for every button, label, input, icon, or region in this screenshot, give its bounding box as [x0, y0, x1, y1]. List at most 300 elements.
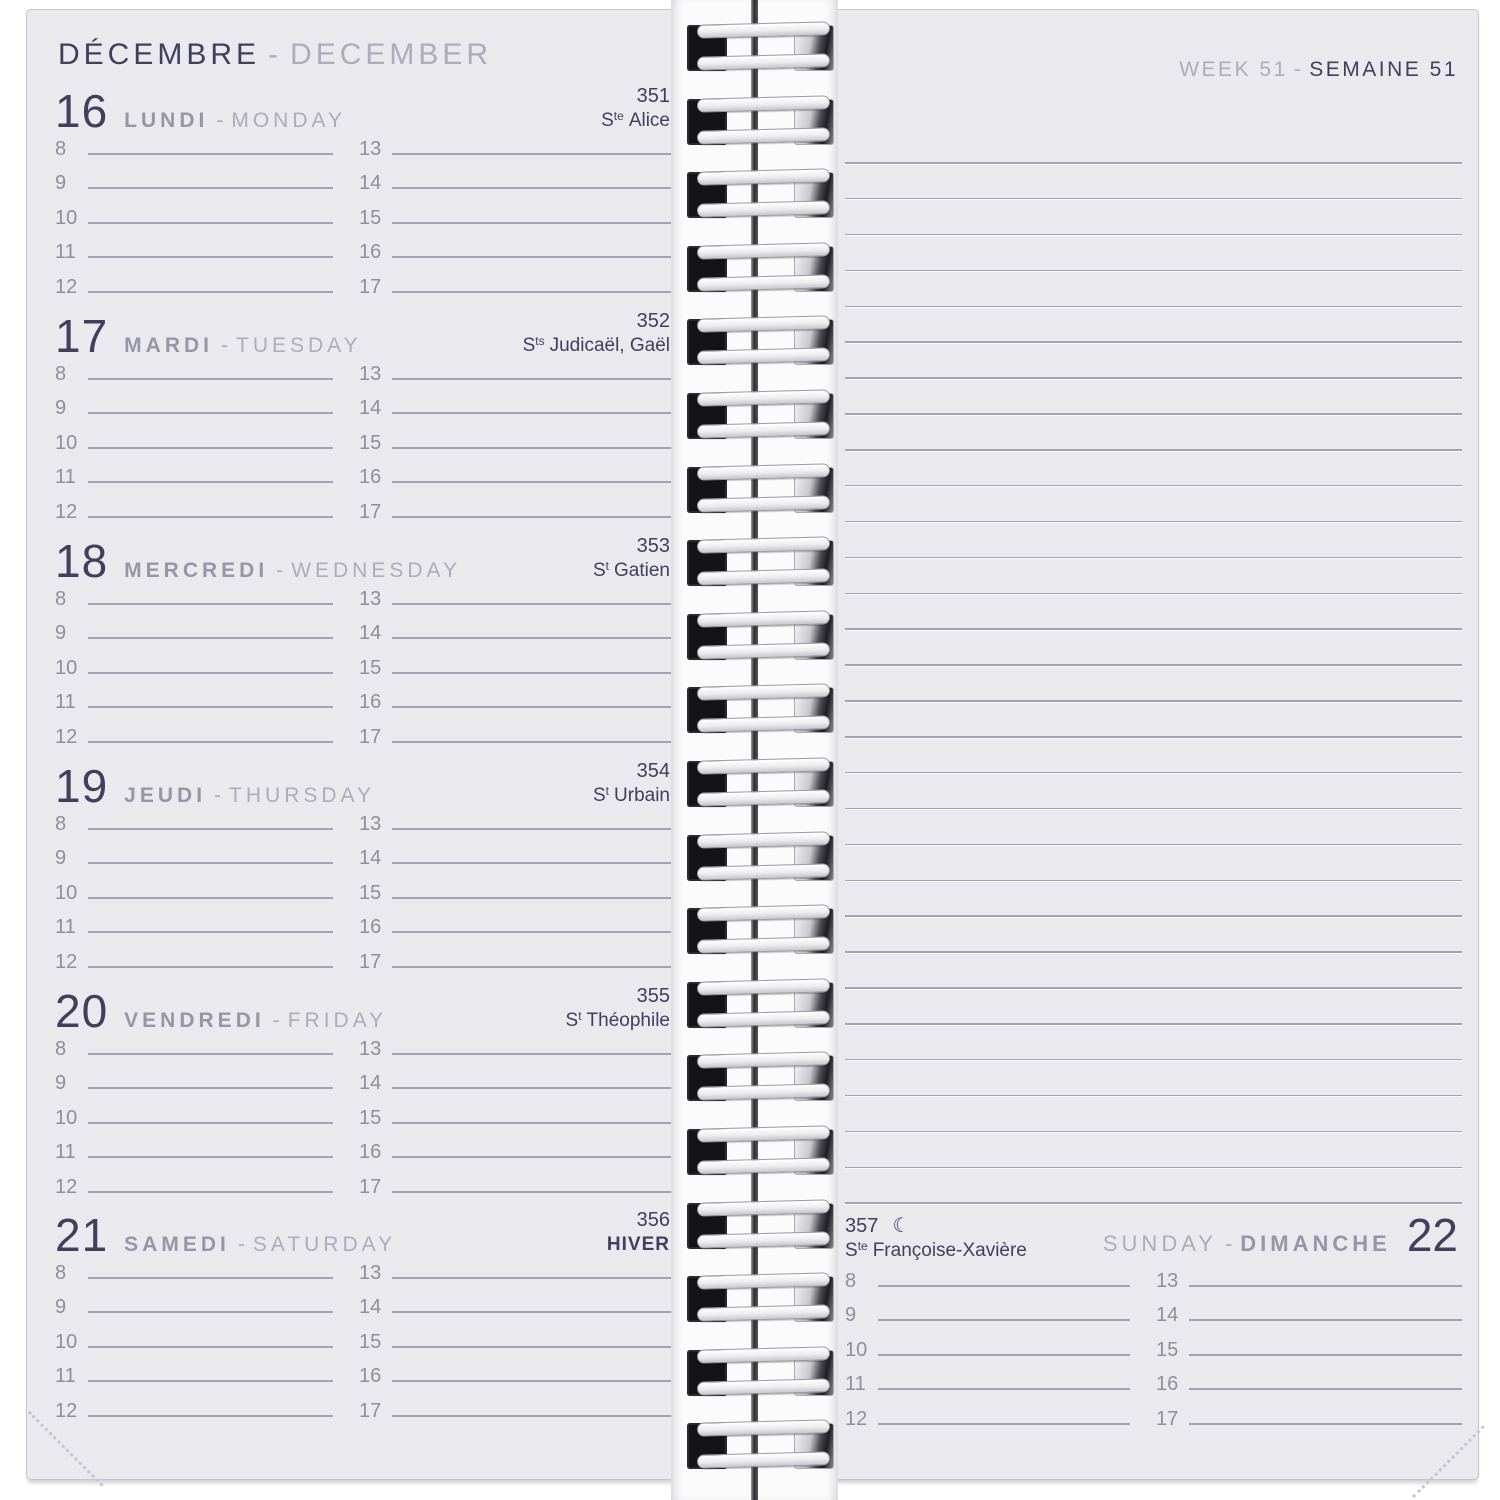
- hour-line: [88, 291, 333, 293]
- hour-label: 16: [359, 241, 382, 263]
- hour-label: 15: [359, 656, 382, 679]
- hour-line: [1189, 1354, 1462, 1356]
- wire-loop-icon: [697, 463, 830, 480]
- hour-line: [88, 1311, 333, 1313]
- hour-line: [88, 741, 333, 743]
- hour-row: [359, 229, 672, 264]
- ruled-line: [845, 915, 1462, 917]
- hour-label: 8: [55, 1261, 67, 1284]
- hour-line: [88, 862, 333, 864]
- spiral-coil: [671, 901, 838, 961]
- week-label-en: WEEK 51: [1179, 58, 1288, 81]
- day-separator: -: [221, 334, 228, 357]
- day-separator: -: [214, 784, 222, 807]
- hour-line: [392, 516, 672, 518]
- day-number: 19: [55, 760, 109, 812]
- spiral-coil: [671, 460, 838, 520]
- hour-line: [88, 1277, 333, 1279]
- hour-row: [55, 1094, 333, 1129]
- saint-superscript: t: [578, 1009, 582, 1023]
- saint-superscript: te: [613, 109, 624, 123]
- hour-line: [392, 1380, 672, 1382]
- hour-label: 11: [55, 241, 76, 263]
- hour-line: [88, 828, 333, 830]
- hour-row: [845, 1326, 1130, 1361]
- hour-row: [359, 679, 672, 714]
- hour-label: 16: [359, 691, 382, 713]
- wire-loop-icon: [697, 127, 830, 144]
- hour-row: [359, 713, 672, 748]
- hour-grid: [55, 350, 672, 523]
- hour-row: [359, 1094, 672, 1129]
- day-name-fr: VENDREDI: [124, 1009, 265, 1032]
- hour-line: [392, 1122, 672, 1124]
- hour-row: [359, 800, 672, 835]
- hour-row: [359, 938, 672, 973]
- spiral-coil: [671, 1269, 838, 1329]
- hour-line: [88, 966, 333, 968]
- hour-row: [359, 194, 672, 229]
- day-number: 20: [55, 985, 109, 1037]
- day-name-fr: SAMEDI: [124, 1233, 230, 1256]
- hour-label: 8: [845, 1269, 857, 1292]
- hour-line: [392, 706, 672, 708]
- hour-label: 14: [359, 397, 382, 419]
- hour-row: [359, 419, 672, 454]
- hour-label: 11: [845, 1373, 866, 1395]
- morning-hours-column: [55, 800, 333, 973]
- hour-line: [88, 897, 333, 899]
- hour-line: [392, 897, 672, 899]
- afternoon-hours-column: [359, 1249, 672, 1422]
- morning-hours-column: [55, 1025, 333, 1198]
- hour-row: [359, 1163, 672, 1198]
- hour-grid-sunday: [845, 1257, 1462, 1430]
- saint-superscript: te: [857, 1239, 868, 1253]
- hour-label: 16: [1156, 1373, 1179, 1395]
- saint-name: Gatien: [614, 560, 670, 581]
- hour-label: 15: [359, 1330, 382, 1353]
- day-block-wednesday: [55, 535, 672, 763]
- hour-line: [392, 637, 672, 639]
- hour-label: 14: [359, 622, 382, 644]
- hour-line: [392, 1311, 672, 1313]
- hour-label: 10: [845, 1338, 868, 1361]
- saint-superscript: t: [605, 559, 610, 573]
- hour-line: [392, 1156, 672, 1158]
- saint-name: Françoise-Xavière: [872, 1240, 1027, 1261]
- hour-label: 14: [359, 172, 382, 194]
- hour-label: 16: [359, 1141, 382, 1163]
- hour-row: [55, 835, 333, 870]
- hour-line: [88, 637, 333, 639]
- hour-label: 17: [359, 725, 382, 748]
- spiral-coil: [671, 975, 838, 1035]
- spiral-coil: [671, 533, 838, 593]
- ruled-line: [845, 413, 1462, 415]
- hour-line: [392, 741, 672, 743]
- hour-line: [878, 1423, 1130, 1425]
- hour-row: [55, 1318, 333, 1353]
- winter-note: HIVER: [606, 1234, 670, 1255]
- hour-line: [88, 1053, 333, 1055]
- spiral-coil: [671, 239, 838, 299]
- hour-row: [55, 1129, 333, 1164]
- hour-row: [1156, 1395, 1462, 1430]
- day-name-en: SATURDAY: [252, 1233, 397, 1256]
- day-block-thursday: [55, 760, 672, 988]
- hour-row: [359, 263, 672, 298]
- hour-label: 12: [55, 500, 78, 523]
- hour-line: [88, 1122, 333, 1124]
- hour-row: [359, 125, 672, 160]
- ruled-line: [845, 1023, 1462, 1025]
- ruled-line: [845, 377, 1462, 379]
- hour-line: [392, 481, 672, 483]
- ruled-line: [845, 1202, 1462, 1204]
- hour-label: 8: [55, 587, 67, 610]
- hour-label: 15: [1156, 1338, 1179, 1361]
- spiral-coil: [671, 1196, 838, 1256]
- hour-label: 17: [359, 275, 382, 298]
- hour-label: 17: [359, 500, 382, 523]
- hour-row: [55, 1249, 333, 1284]
- hour-line: [392, 966, 672, 968]
- day-separator: -: [1224, 1231, 1233, 1256]
- hour-row: [359, 1060, 672, 1095]
- hour-label: 12: [55, 950, 78, 973]
- wire-loop-icon: [697, 495, 830, 512]
- morning-hours-column: [55, 125, 333, 298]
- day-number: 22: [1406, 1209, 1458, 1261]
- day-of-year: 353: [636, 535, 670, 557]
- spiral-coil: [671, 312, 838, 372]
- hour-label: 12: [55, 275, 78, 298]
- week-label-fr: SEMAINE 51: [1309, 58, 1458, 81]
- hour-row: [359, 1249, 672, 1284]
- morning-hours-column: [55, 1249, 333, 1422]
- hour-label: 12: [55, 1399, 78, 1422]
- hour-label: 14: [359, 1072, 382, 1094]
- hour-label: 12: [845, 1407, 868, 1430]
- hour-row: [55, 160, 333, 195]
- hour-row: [359, 454, 672, 489]
- month-name-en: DECEMBER: [290, 38, 493, 71]
- hour-label: 8: [55, 1037, 67, 1060]
- day-name-en: SUNDAY: [1102, 1231, 1217, 1256]
- hour-line: [88, 1415, 333, 1417]
- hour-label: 10: [55, 431, 78, 454]
- hour-row: [55, 938, 333, 973]
- hour-row: [55, 1163, 333, 1198]
- day-block-tuesday: [55, 310, 672, 538]
- saint-name: Urbain: [614, 785, 670, 806]
- hour-label: 9: [55, 847, 67, 869]
- hour-line: [88, 153, 333, 155]
- hour-line: [1189, 1319, 1462, 1321]
- hour-label: 11: [55, 916, 76, 938]
- hour-label: 9: [55, 172, 67, 194]
- hour-row: [55, 1025, 333, 1060]
- hour-label: 9: [55, 397, 67, 419]
- hour-label: 10: [55, 1330, 78, 1353]
- spiral-coil: [671, 1122, 838, 1182]
- month-name-fr: DÉCEMBRE: [58, 38, 261, 71]
- hour-row: [359, 160, 672, 195]
- hour-row: [1156, 1326, 1462, 1361]
- hour-row: [845, 1395, 1130, 1430]
- hour-row: [55, 263, 333, 298]
- day-number: 17: [55, 310, 109, 362]
- ruled-line: [845, 1131, 1462, 1133]
- hour-row: [359, 385, 672, 420]
- page-title: [58, 38, 492, 72]
- hour-line: [392, 378, 672, 380]
- morning-hours-column: [55, 575, 333, 748]
- afternoon-hours-column: [359, 350, 672, 523]
- hour-label: 15: [359, 431, 382, 454]
- day-separator: -: [237, 1233, 245, 1256]
- hour-row: [1156, 1292, 1462, 1327]
- day-separator: -: [216, 109, 224, 132]
- hour-line: [88, 706, 333, 708]
- hour-line: [1189, 1285, 1462, 1287]
- hour-line: [88, 1156, 333, 1158]
- ruled-line: [845, 951, 1462, 953]
- hour-label: 11: [55, 691, 76, 713]
- ruled-line: [845, 234, 1462, 236]
- afternoon-hours-column: [359, 125, 672, 298]
- hour-label: 10: [55, 1106, 78, 1129]
- hour-label: 13: [359, 812, 382, 835]
- hour-label: 9: [55, 622, 67, 644]
- spiral-coil: [671, 1416, 838, 1476]
- hour-row: [359, 869, 672, 904]
- hour-line: [88, 931, 333, 933]
- hour-line: [392, 1191, 672, 1193]
- ruled-line: [845, 593, 1462, 595]
- hour-label: 15: [359, 206, 382, 229]
- day-separator: -: [276, 559, 284, 582]
- hour-row: [55, 869, 333, 904]
- saint-prefix: S: [592, 560, 606, 581]
- wire-loop-icon: [697, 863, 830, 880]
- hour-line: [1189, 1388, 1462, 1390]
- hour-row: [55, 1387, 333, 1422]
- hour-row: [55, 1353, 333, 1388]
- ruled-line: [845, 808, 1462, 810]
- afternoon-hours-column: [359, 575, 672, 748]
- ruled-line: [845, 1095, 1462, 1097]
- hour-label: 17: [1156, 1407, 1179, 1430]
- day-block-sunday-header: [1102, 1209, 1458, 1261]
- hour-row: [55, 1284, 333, 1319]
- hour-line: [878, 1354, 1130, 1356]
- hour-row: [845, 1361, 1130, 1396]
- ruled-line: [845, 772, 1462, 774]
- hour-line: [88, 256, 333, 258]
- ruled-line: [845, 736, 1462, 738]
- day-name-en: THURSDAY: [229, 784, 375, 807]
- hour-label: 15: [359, 1106, 382, 1129]
- hour-line: [392, 412, 672, 414]
- hour-line: [392, 256, 672, 258]
- ruled-line: [845, 449, 1462, 451]
- day-of-year: 355: [636, 985, 670, 1007]
- hour-label: 12: [55, 725, 78, 748]
- hour-label: 14: [1156, 1304, 1179, 1326]
- ruled-line: [845, 198, 1462, 200]
- ruled-line: [845, 162, 1462, 164]
- saint-superscript: ts: [535, 334, 545, 348]
- hour-row: [359, 644, 672, 679]
- day-of-year: 357: [845, 1215, 879, 1237]
- hour-grid: [55, 125, 672, 298]
- hour-label: 11: [55, 1141, 76, 1163]
- hour-label: 13: [359, 362, 382, 385]
- wire-loop-icon: [697, 1199, 830, 1216]
- day-block-monday: [55, 85, 672, 313]
- hour-line: [88, 1087, 333, 1089]
- hour-line: [1189, 1423, 1462, 1425]
- hour-label: 9: [55, 1296, 67, 1318]
- hour-row: [55, 575, 333, 610]
- month-separator: -: [268, 38, 283, 71]
- hour-label: 16: [359, 466, 382, 488]
- hour-row: [55, 385, 333, 420]
- hour-label: 12: [55, 1175, 78, 1198]
- ruled-line: [845, 270, 1462, 272]
- hour-line: [878, 1319, 1130, 1321]
- hour-label: 11: [55, 466, 76, 488]
- hour-row: [359, 488, 672, 523]
- spiral-coil: [671, 1343, 838, 1403]
- ruled-line: [845, 341, 1462, 343]
- spiral-coil: [671, 18, 838, 78]
- hour-row: [55, 904, 333, 939]
- wire-loop-icon: [697, 831, 830, 848]
- hour-line: [392, 447, 672, 449]
- hour-grid: [55, 575, 672, 748]
- day-number: 18: [55, 535, 109, 587]
- ruled-line: [845, 664, 1462, 666]
- hour-line: [88, 447, 333, 449]
- hour-row: [55, 610, 333, 645]
- ruled-line: [845, 521, 1462, 523]
- wire-loop-icon: [697, 1231, 830, 1248]
- week-separator: -: [1293, 58, 1304, 81]
- hour-row: [845, 1292, 1130, 1327]
- hour-line: [392, 672, 672, 674]
- hour-row: [359, 835, 672, 870]
- hour-row: [55, 350, 333, 385]
- hour-line: [88, 1191, 333, 1193]
- hour-line: [88, 672, 333, 674]
- ruled-line: [845, 1059, 1462, 1061]
- hour-label: 17: [359, 1399, 382, 1422]
- hour-row: [55, 800, 333, 835]
- wire-loop-icon: [697, 95, 830, 112]
- hour-row: [1156, 1361, 1462, 1396]
- hour-line: [88, 603, 333, 605]
- hour-label: 14: [359, 847, 382, 869]
- saint-prefix: S: [845, 1240, 858, 1261]
- hour-line: [88, 378, 333, 380]
- ruled-line: [845, 844, 1462, 846]
- saint-prefix: S: [565, 1010, 579, 1031]
- day-name-fr: LUNDI: [124, 109, 209, 132]
- day-name-fr: DIMANCHE: [1240, 1231, 1391, 1256]
- afternoon-hours-column: [1156, 1257, 1462, 1430]
- hour-label: 14: [359, 1296, 382, 1318]
- hour-label: 10: [55, 656, 78, 679]
- saint-prefix: S: [522, 335, 536, 356]
- day-of-year: 354: [636, 760, 670, 782]
- hour-row: [359, 575, 672, 610]
- hour-line: [392, 153, 672, 155]
- sunday-info: [845, 1214, 1027, 1263]
- spiral-coil: [671, 165, 838, 225]
- ruled-line: [845, 306, 1462, 308]
- hour-label: 8: [55, 812, 67, 835]
- hour-label: 16: [359, 1365, 382, 1387]
- hour-row: [55, 713, 333, 748]
- saint-name: Théophile: [586, 1010, 670, 1031]
- hour-line: [392, 1346, 672, 1348]
- hour-row: [55, 454, 333, 489]
- hour-row: [359, 1025, 672, 1060]
- hour-row: [359, 1318, 672, 1353]
- hour-line: [88, 516, 333, 518]
- hour-line: [88, 187, 333, 189]
- day-block-saturday: [55, 1209, 672, 1437]
- hour-line: [392, 291, 672, 293]
- hour-row: [55, 194, 333, 229]
- spiral-coil: [671, 828, 838, 888]
- ruled-line: [845, 485, 1462, 487]
- hour-row: [359, 1353, 672, 1388]
- hour-grid: [55, 1025, 672, 1198]
- hour-grid: [55, 1249, 672, 1422]
- hour-label: 16: [359, 916, 382, 938]
- week-header: [1179, 58, 1458, 82]
- hour-line: [392, 931, 672, 933]
- afternoon-hours-column: [359, 1025, 672, 1198]
- spiral-coil: [671, 1048, 838, 1108]
- hour-label: 9: [845, 1304, 857, 1326]
- spiral-coil: [671, 386, 838, 446]
- hour-row: [55, 229, 333, 264]
- hour-label: 15: [359, 881, 382, 904]
- hour-line: [392, 187, 672, 189]
- day-name-fr: MARDI: [124, 334, 213, 357]
- spiral-coil: [671, 607, 838, 667]
- hour-line: [392, 1415, 672, 1417]
- day-name-fr: MERCREDI: [124, 559, 269, 582]
- hour-line: [392, 1277, 672, 1279]
- saint-prefix: S: [592, 785, 606, 806]
- notes-ruled-lines: [845, 162, 1462, 1204]
- morning-hours-column: [845, 1257, 1130, 1430]
- hour-row: [845, 1257, 1130, 1292]
- saint-name: Alice: [628, 110, 670, 131]
- hour-row: [55, 488, 333, 523]
- hour-row: [55, 419, 333, 454]
- hour-line: [88, 1380, 333, 1382]
- day-of-year: 351: [636, 85, 670, 107]
- ruled-line: [845, 880, 1462, 882]
- day-name-en: MONDAY: [231, 109, 346, 132]
